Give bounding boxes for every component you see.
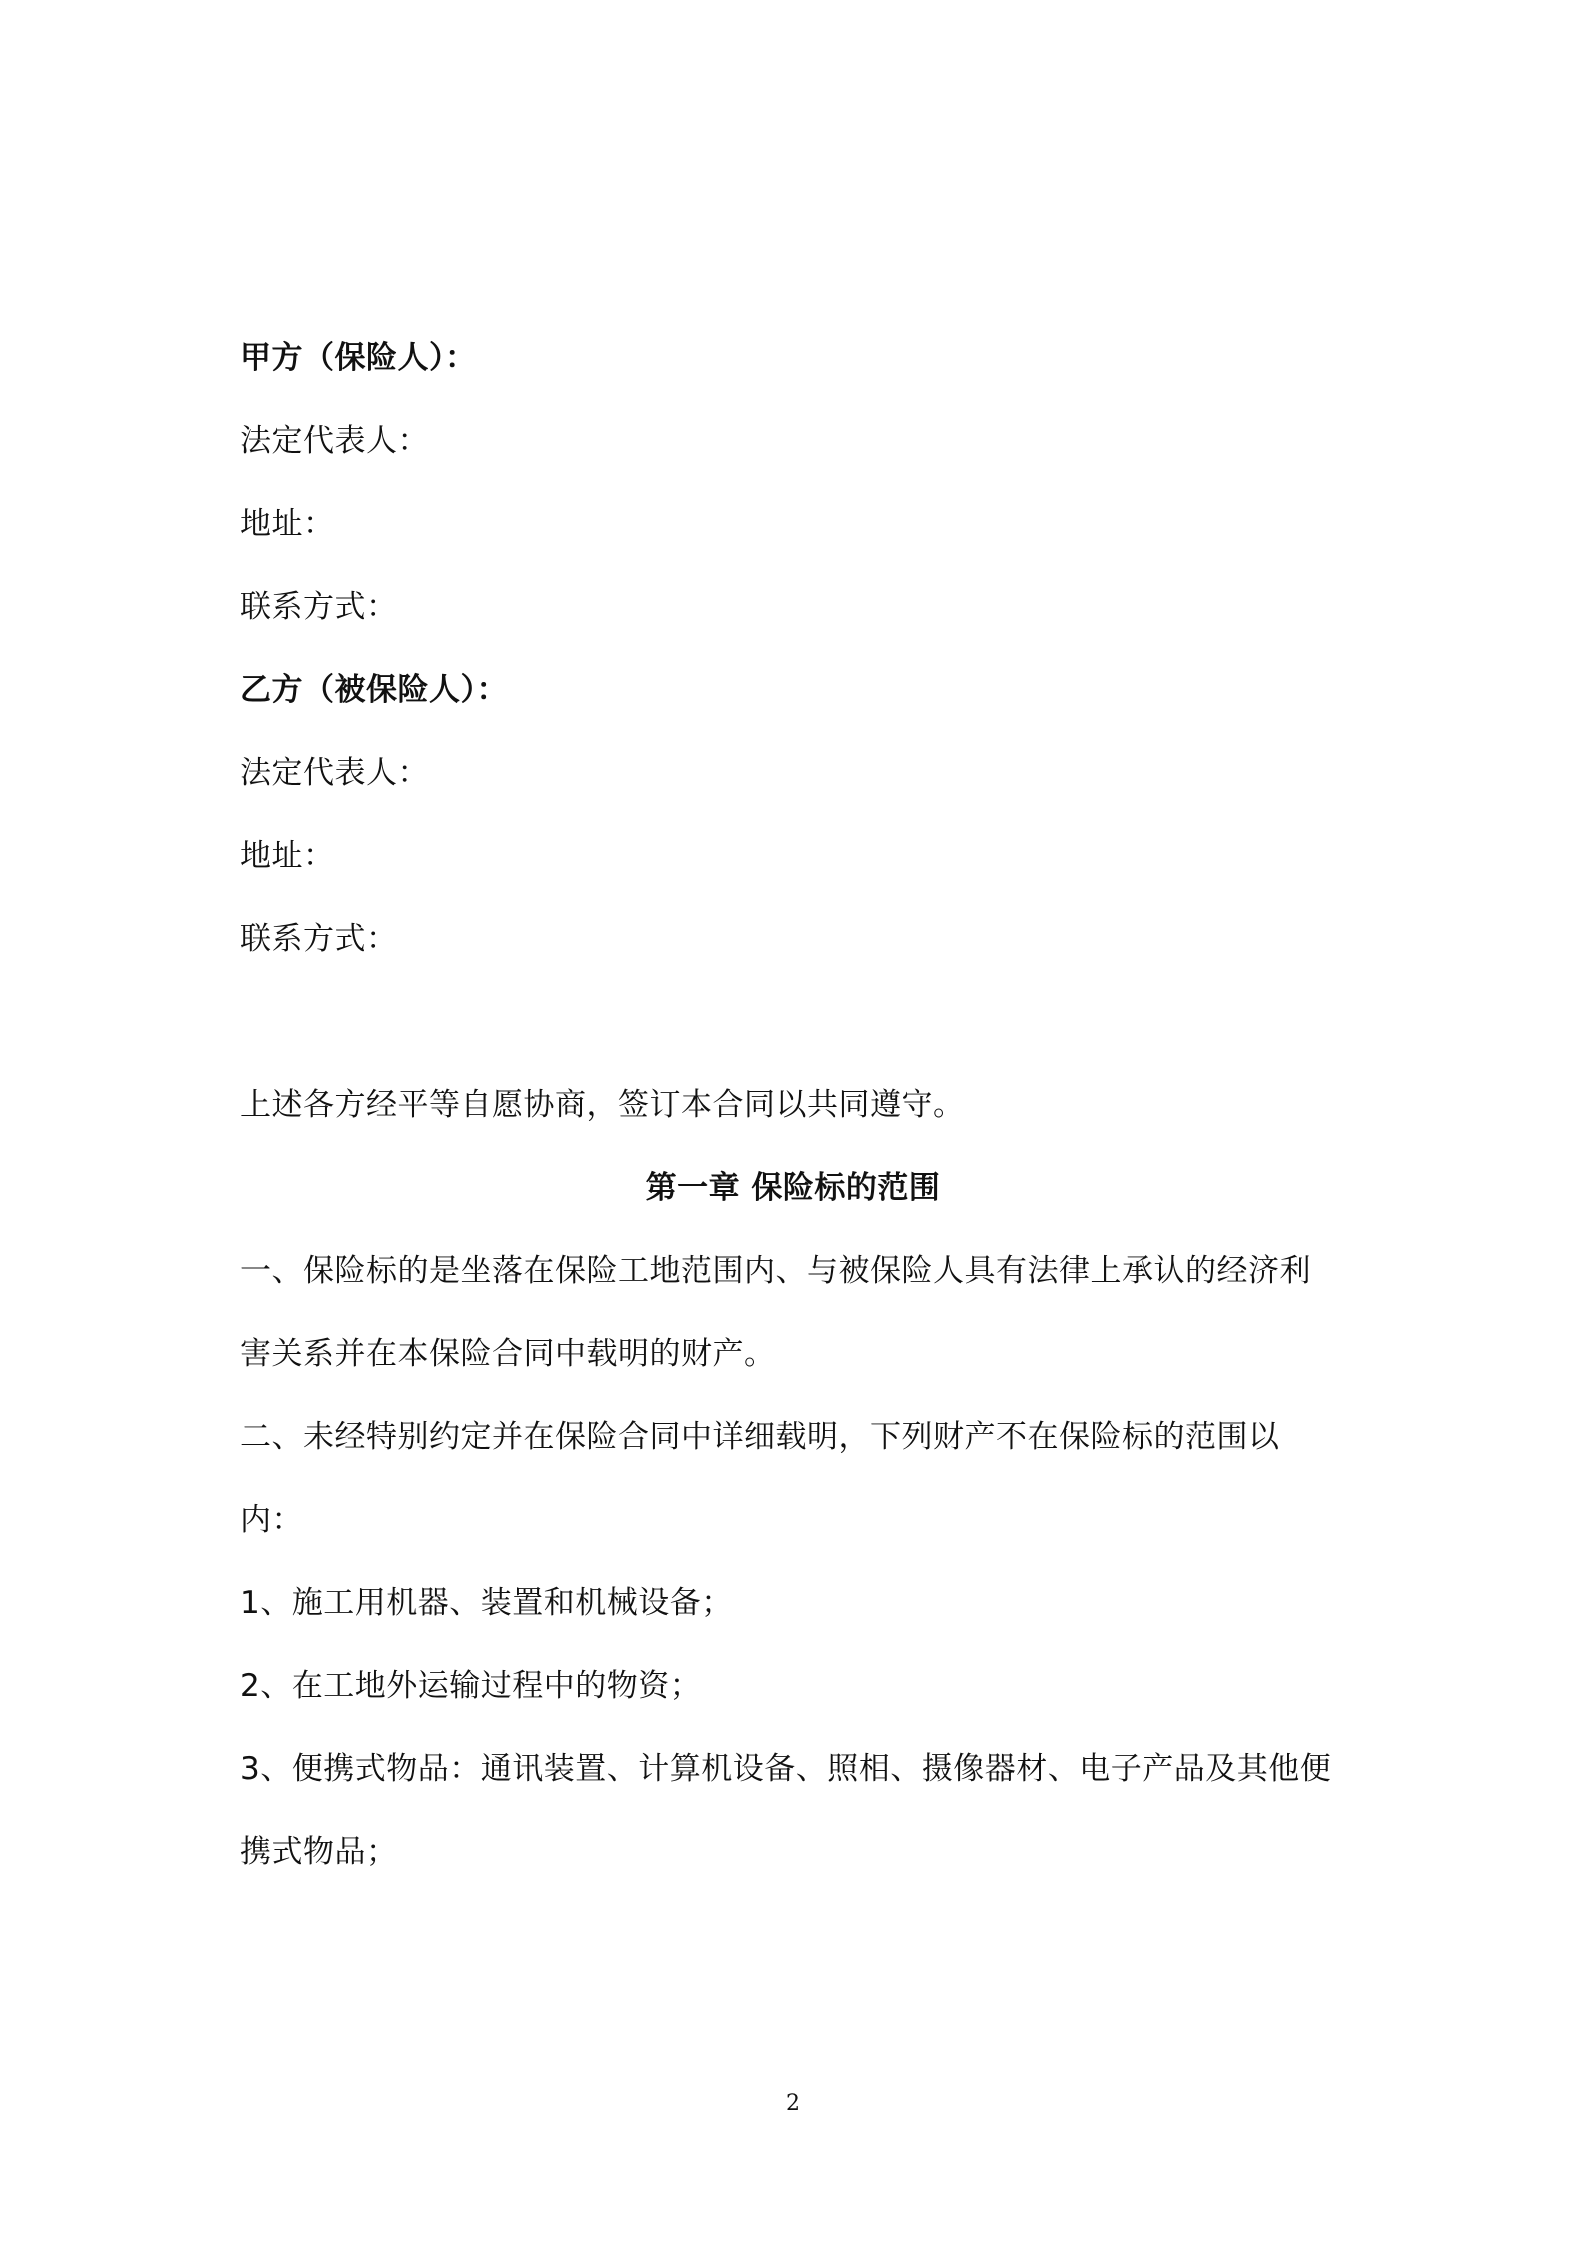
party-b-title: 乙方（被保险人）： <box>240 672 508 708</box>
chapter-heading: 第一章 保险标的范围 <box>645 1170 941 1206</box>
list-item-3-line-2: 携式物品； <box>240 1834 398 1870</box>
clause-2-line-2: 内： <box>240 1502 303 1538</box>
list-item-3-line-1: 3、便携式物品：通讯装置、计算机设备、照相、摄像器材、电子产品及其他便 <box>240 1751 1332 1787</box>
party-a-title: 甲方（保险人）： <box>240 340 477 376</box>
party-a-address: 地址： <box>240 506 335 542</box>
party-b-address: 地址： <box>240 838 335 874</box>
list-item-2: 2、在工地外运输过程中的物资； <box>240 1668 702 1704</box>
clause-1-line-2: 害关系并在本保险合同中载明的财产。 <box>240 1336 776 1372</box>
clause-1-line-1: 一、保险标的是坐落在保险工地范围内、与被保险人具有法律上承认的经济利 <box>240 1253 1311 1289</box>
party-a-contact: 联系方式： <box>240 589 398 625</box>
preamble-text: 上述各方经平等自愿协商，签订本合同以共同遵守。 <box>240 1087 965 1123</box>
party-b-contact: 联系方式： <box>240 921 398 957</box>
list-item-1: 1、施工用机器、装置和机械设备； <box>240 1585 733 1621</box>
party-b-representative: 法定代表人： <box>240 755 429 791</box>
party-a-representative: 法定代表人： <box>240 423 429 459</box>
page-number: 2 <box>786 2091 800 2116</box>
clause-2-line-1: 二、未经特别约定并在保险合同中详细载明，下列财产不在保险标的范围以 <box>240 1419 1280 1455</box>
